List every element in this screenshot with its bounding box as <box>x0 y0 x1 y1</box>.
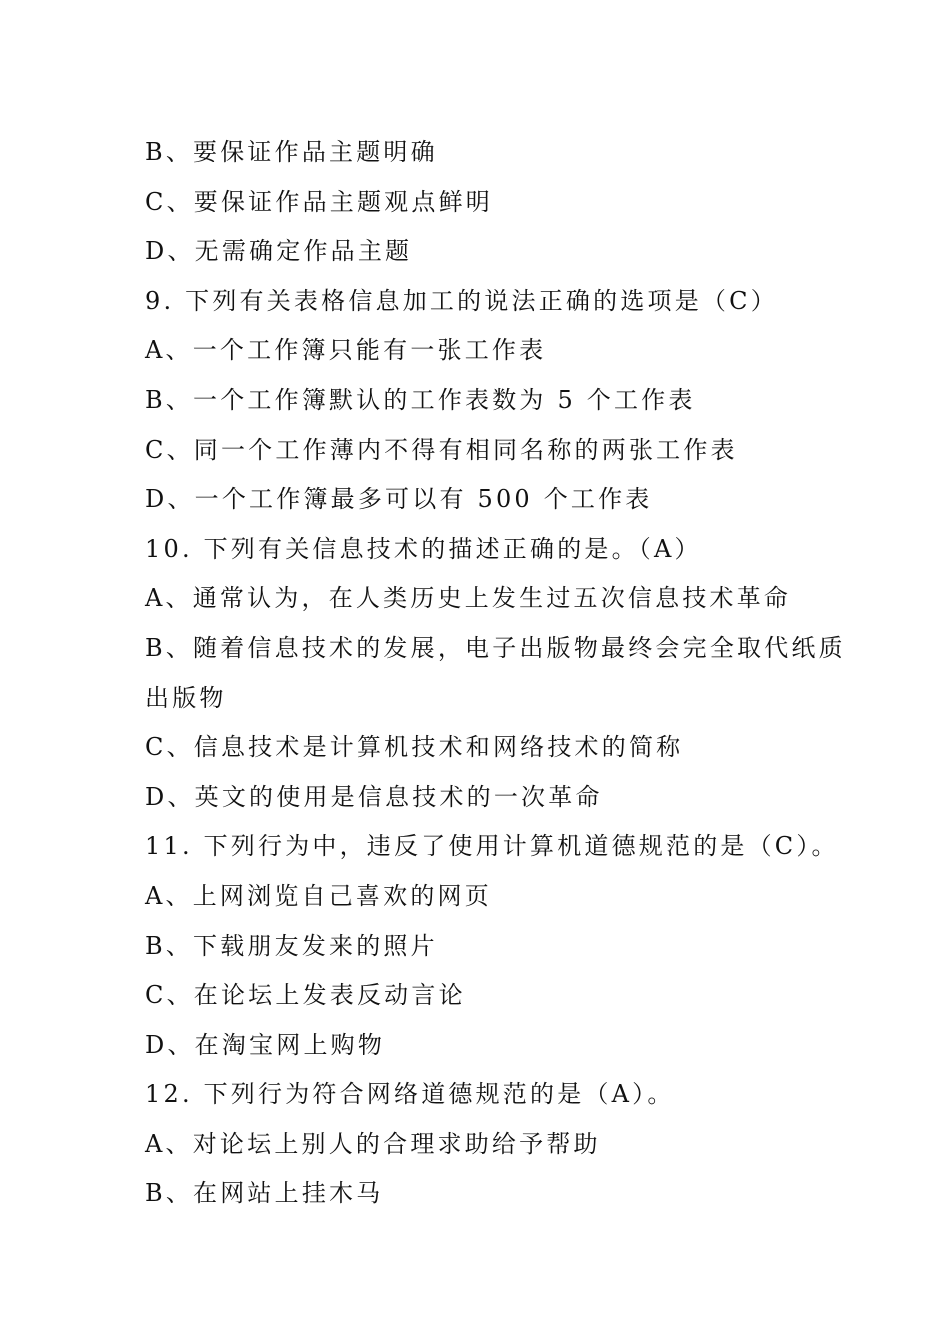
option-c-line: C、要保证作品主题观点鲜明 <box>145 187 493 216</box>
q12-option-a: A、对论坛上别人的合理求助给予帮助 <box>145 1129 601 1158</box>
option-b-line: B、要保证作品主题明确 <box>145 138 438 166</box>
q9-option-d: D、一个工作簿最多可以有 500 个工作表 <box>145 485 653 514</box>
q11-option-c: C、在论坛上发表反动言论 <box>145 981 466 1010</box>
q11-option-b: B、下载朋友发来的照片 <box>145 931 438 960</box>
question-12: 12. 下列行为符合网络道德规范的是（A）。 <box>145 1080 675 1109</box>
q11-option-a: A、上网浏览自己喜欢的网页 <box>145 881 492 910</box>
question-9: 9. 下列有关表格信息加工的说法正确的选项是（C） <box>145 286 778 315</box>
question-list <box>145 133 846 1224</box>
q10-option-d: D、英文的使用是信息技术的一次革命 <box>145 782 603 811</box>
q9-option-b: B、一个工作簿默认的工作表数为 5 个工作表 <box>145 385 696 414</box>
q10-option-b: B、随着信息技术的发展，电子出版物最终会完全取代纸质 <box>145 633 846 662</box>
option-d-line: D、无需确定作品主题 <box>145 237 413 266</box>
q9-option-a: A、一个工作簿只能有一张工作表 <box>145 336 547 365</box>
question-11: 11. 下列行为中，违反了使用计算机道德规范的是（C）。 <box>145 832 839 861</box>
q12-option-b: B、在网站上挂木马 <box>145 1179 384 1208</box>
q11-option-d: D、在淘宝网上购物 <box>145 1030 386 1059</box>
question-10: 10. 下列有关信息技术的描述正确的是。（A） <box>145 534 702 563</box>
q10-option-a: A、通常认为，在人类历史上发生过五次信息技术革命 <box>145 584 792 613</box>
q10-option-b-continued: 出版物 <box>145 683 227 712</box>
q9-option-c: C、同一个工作薄内不得有相同名称的两张工作表 <box>145 435 738 464</box>
q10-option-c: C、信息技术是计算机技术和网络技术的简称 <box>145 733 684 762</box>
